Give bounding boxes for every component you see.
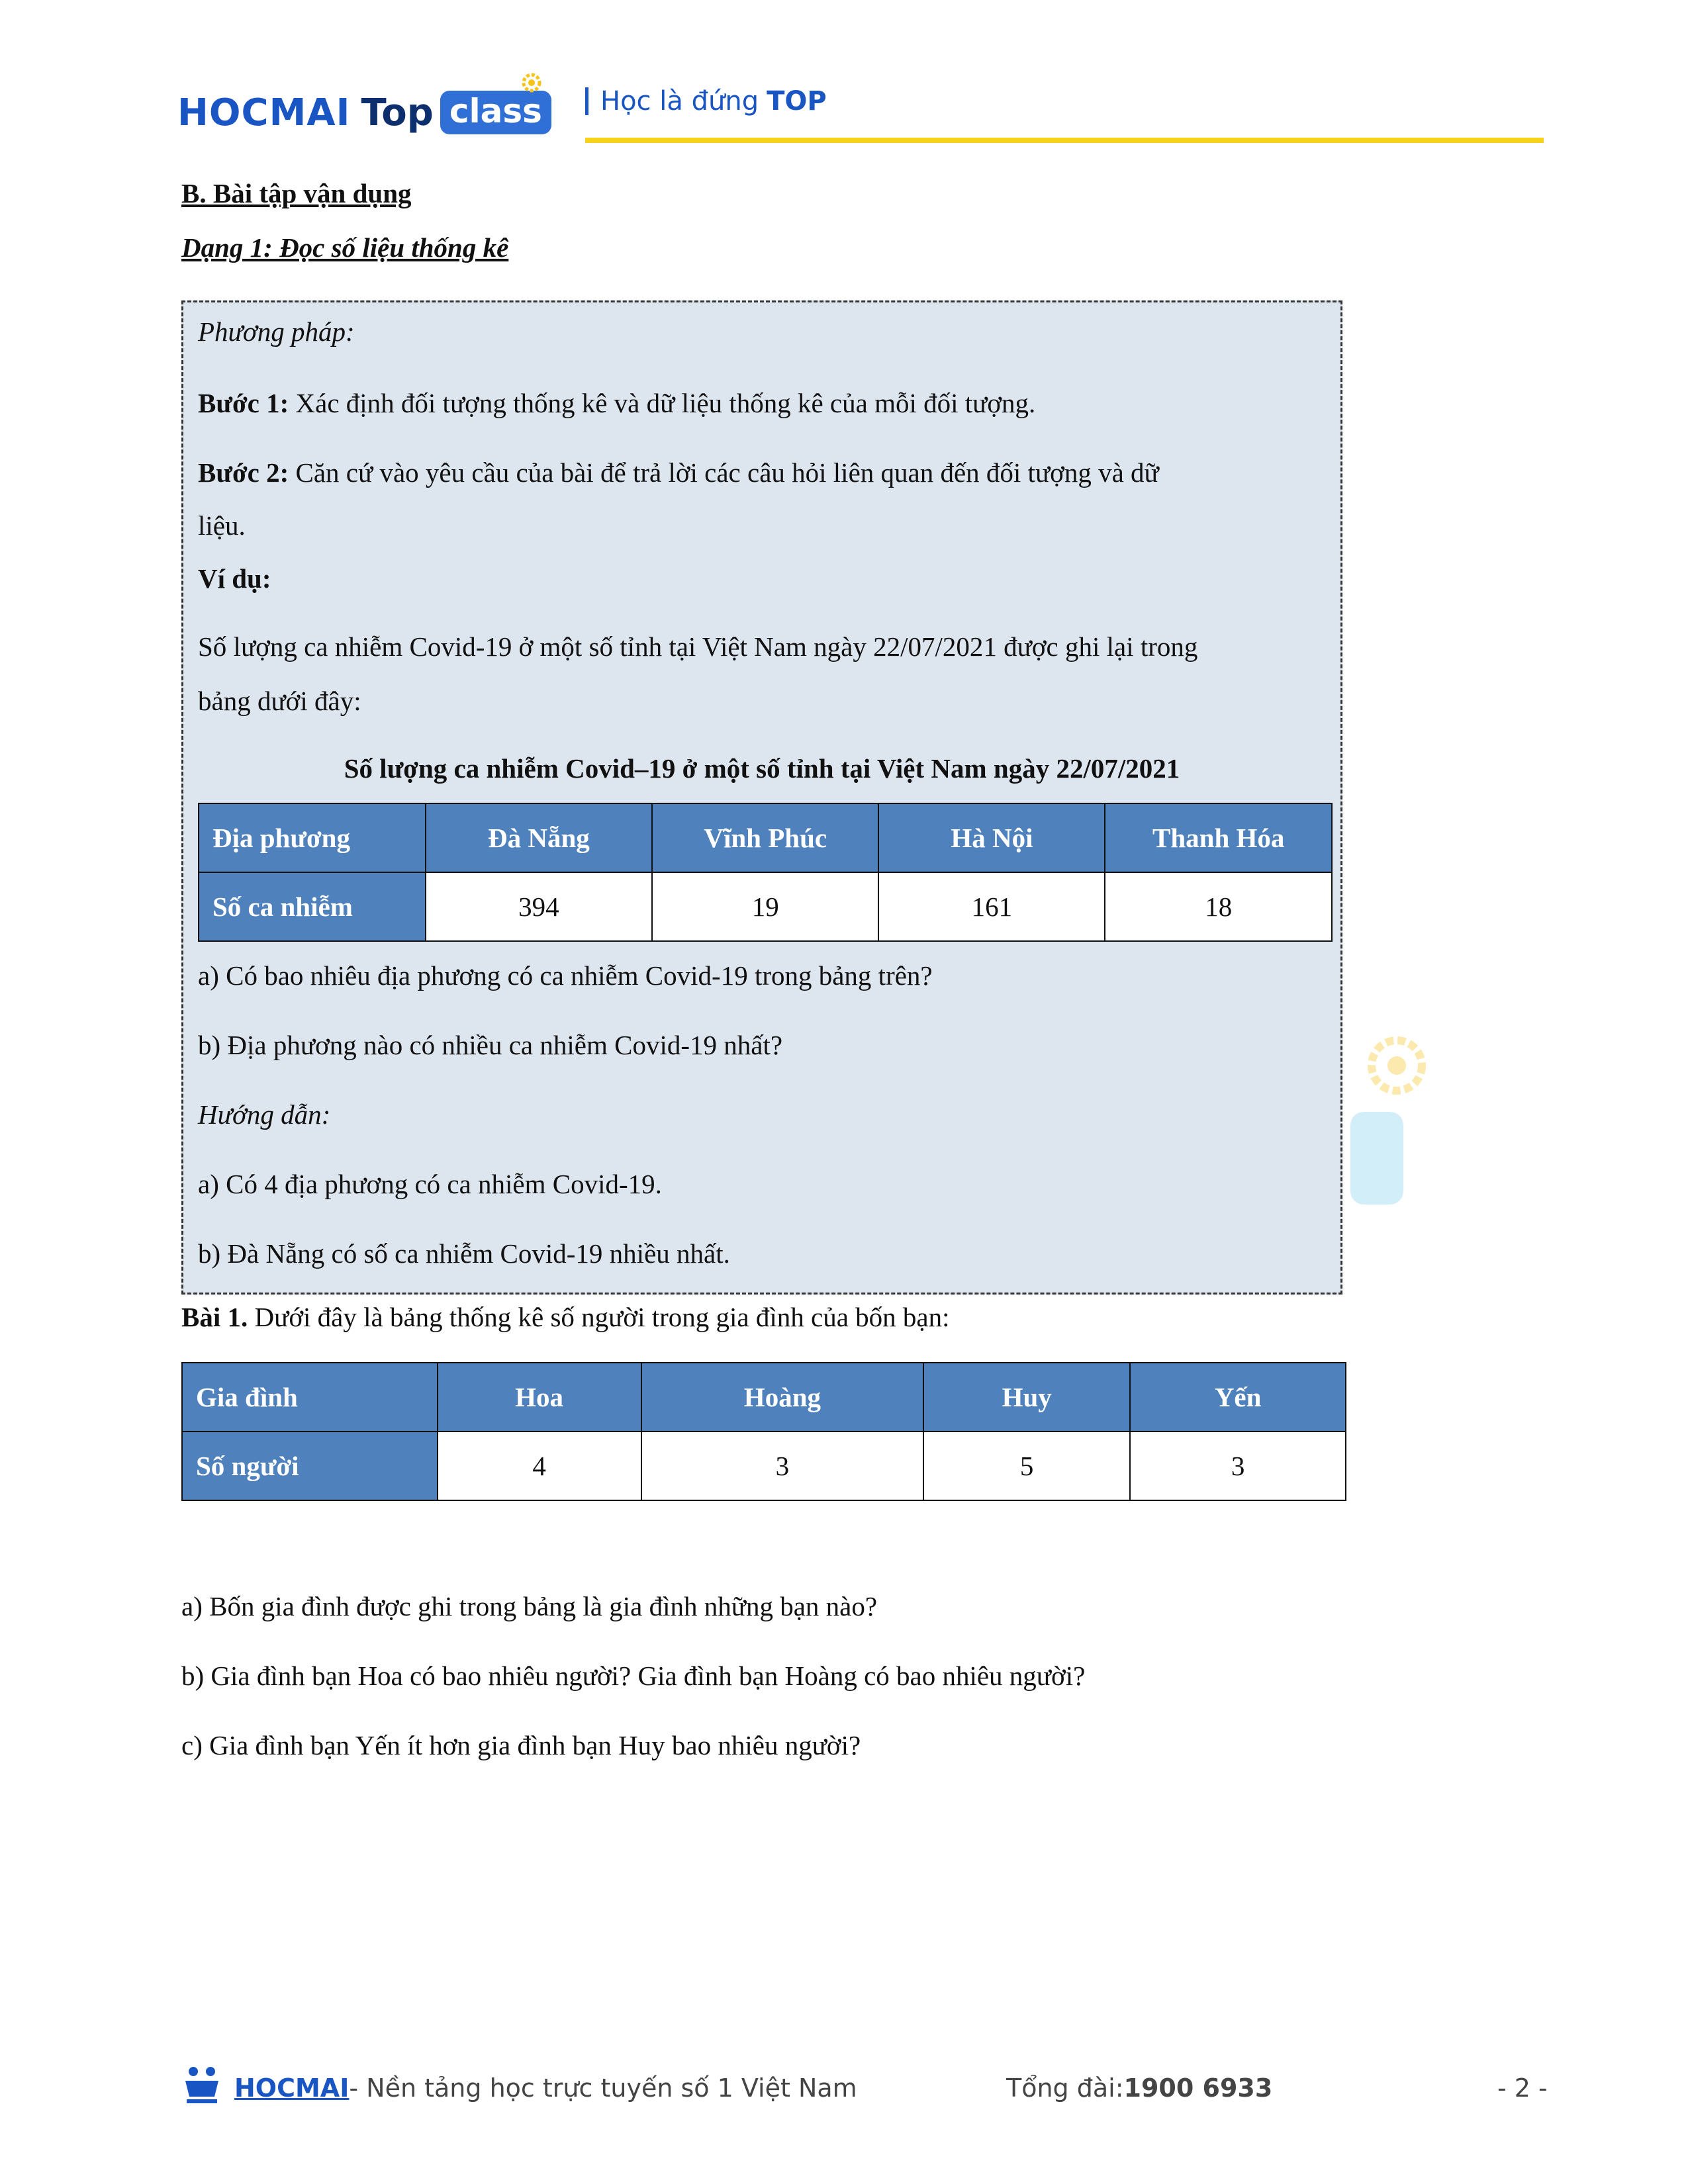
table-header-cell: Yến: [1130, 1363, 1346, 1432]
hotline-label: Tổng đài:: [1006, 2073, 1124, 2103]
table-cell: 3: [641, 1432, 923, 1500]
step2: [198, 457, 1159, 489]
section-title: B. Bài tập vận dụng: [181, 178, 412, 208]
table-cell: 18: [1105, 872, 1332, 941]
covid-table: [198, 803, 1333, 942]
brand-logo: [177, 86, 551, 139]
example-answer-b: b) Đà Nẵng có số ca nhiễm Covid-19 nhiều nhất.: [198, 1238, 730, 1269]
guide-label: Hướng dẫn:: [198, 1099, 331, 1130]
example-text-line1: Số lượng ca nhiễm Covid-19 ở một số tỉnh tại Việt Nam ngày 22/07/2021 được ghi lại trong: [198, 631, 1198, 662]
table-row: [199, 803, 1332, 872]
step1-label: Bước 1:: [198, 388, 289, 418]
watermark-logo: [1350, 1026, 1430, 1211]
method-box: [181, 300, 1342, 1295]
tagline-top: TOP: [767, 86, 827, 116]
exercise1-intro: [181, 1301, 949, 1333]
example-text-line2: bảng dưới đây:: [198, 686, 361, 716]
logo-top-text: Top: [361, 91, 434, 134]
hotline-number: 1900 6933: [1123, 2073, 1273, 2103]
table-cell: 161: [878, 872, 1105, 941]
exercise1-label: Bài 1.: [181, 1302, 248, 1332]
header-divider: [585, 138, 1544, 143]
step2-text-line2: liệu.: [198, 510, 246, 541]
table-header-cell: Hà Nội: [878, 803, 1105, 872]
table-row-label: Số người: [182, 1432, 438, 1500]
logo-class-badge: class: [440, 91, 551, 134]
example-answer-a: a) Có 4 địa phương có ca nhiễm Covid-19.: [198, 1169, 662, 1199]
table-cell: 394: [426, 872, 652, 941]
hocmai-footer-icon: [180, 2064, 224, 2107]
tagline-text: Học là đứng: [600, 86, 759, 116]
header-tagline: [585, 86, 827, 116]
example-label: Ví dụ:: [198, 563, 271, 594]
example-question-b: b) Địa phương nào có nhiều ca nhiễm Covid-19 nhất?: [198, 1030, 783, 1060]
table-cell: 3: [1130, 1432, 1346, 1500]
subsection-title: Dạng 1: Đọc số liệu thống kê: [181, 232, 509, 263]
page-number: - 2 -: [1497, 2073, 1548, 2103]
tagline-divider: [585, 87, 588, 115]
table-header-cell: Hoa: [438, 1363, 641, 1432]
footer-left: [234, 2068, 857, 2108]
exercise1-question-b: b) Gia đình bạn Hoa có bao nhiêu người? Gia đình bạn Hoàng có bao nhiêu người?: [181, 1661, 1086, 1691]
table-row-label: Số ca nhiễm: [199, 872, 426, 941]
table-row: [182, 1363, 1346, 1432]
exercise1-question-c: c) Gia đình bạn Yến ít hơn gia đình bạn Huy bao nhiêu người?: [181, 1730, 861, 1760]
footer-brand-link[interactable]: HOCMAI: [234, 2073, 350, 2103]
footer-slogan: - Nền tảng học trực tuyến số 1 Việt Nam: [349, 2073, 857, 2103]
step1: [198, 387, 1035, 420]
table-header-cell: Địa phương: [199, 803, 426, 872]
table-row: [199, 872, 1332, 941]
table-cell: 19: [652, 872, 878, 941]
example-question-a: a) Có bao nhiêu địa phương có ca nhiễm Covid-19 trong bảng trên?: [198, 960, 933, 991]
covid-table-title: Số lượng ca nhiễm Covid–19 ở một số tỉnh tại Việt Nam ngày 22/07/2021: [344, 753, 1180, 784]
table-cell: 4: [438, 1432, 641, 1500]
table-header-cell: Gia đình: [182, 1363, 438, 1432]
gear-icon: [520, 71, 543, 94]
step2-label: Bước 2:: [198, 457, 289, 488]
method-label: Phương pháp:: [198, 316, 355, 347]
table-header-cell: Vĩnh Phúc: [652, 803, 878, 872]
table-header-cell: Đà Nẵng: [426, 803, 652, 872]
step2-text-line1: Căn cứ vào yêu cầu của bài để trả lời các câu hỏi liên quan đến đối tượng và dữ: [295, 457, 1159, 488]
table-header-cell: Huy: [923, 1363, 1130, 1432]
exercise1-question-a: a) Bốn gia đình được ghi trong bảng là gia đình những bạn nào?: [181, 1591, 878, 1621]
footer-hotline: [1006, 2068, 1272, 2108]
family-table: [181, 1362, 1346, 1501]
logo-hocmai-text: HOCMAI: [177, 91, 351, 134]
table-cell: 5: [923, 1432, 1130, 1500]
table-header-cell: Thanh Hóa: [1105, 803, 1332, 872]
table-header-cell: Hoàng: [641, 1363, 923, 1432]
table-row: [182, 1432, 1346, 1500]
step1-text: Xác định đối tượng thống kê và dữ liệu thống kê của mỗi đối tượng.: [295, 388, 1036, 418]
exercise1-intro-text: Dưới đây là bảng thống kê số người trong gia đình của bốn bạn:: [254, 1302, 950, 1332]
